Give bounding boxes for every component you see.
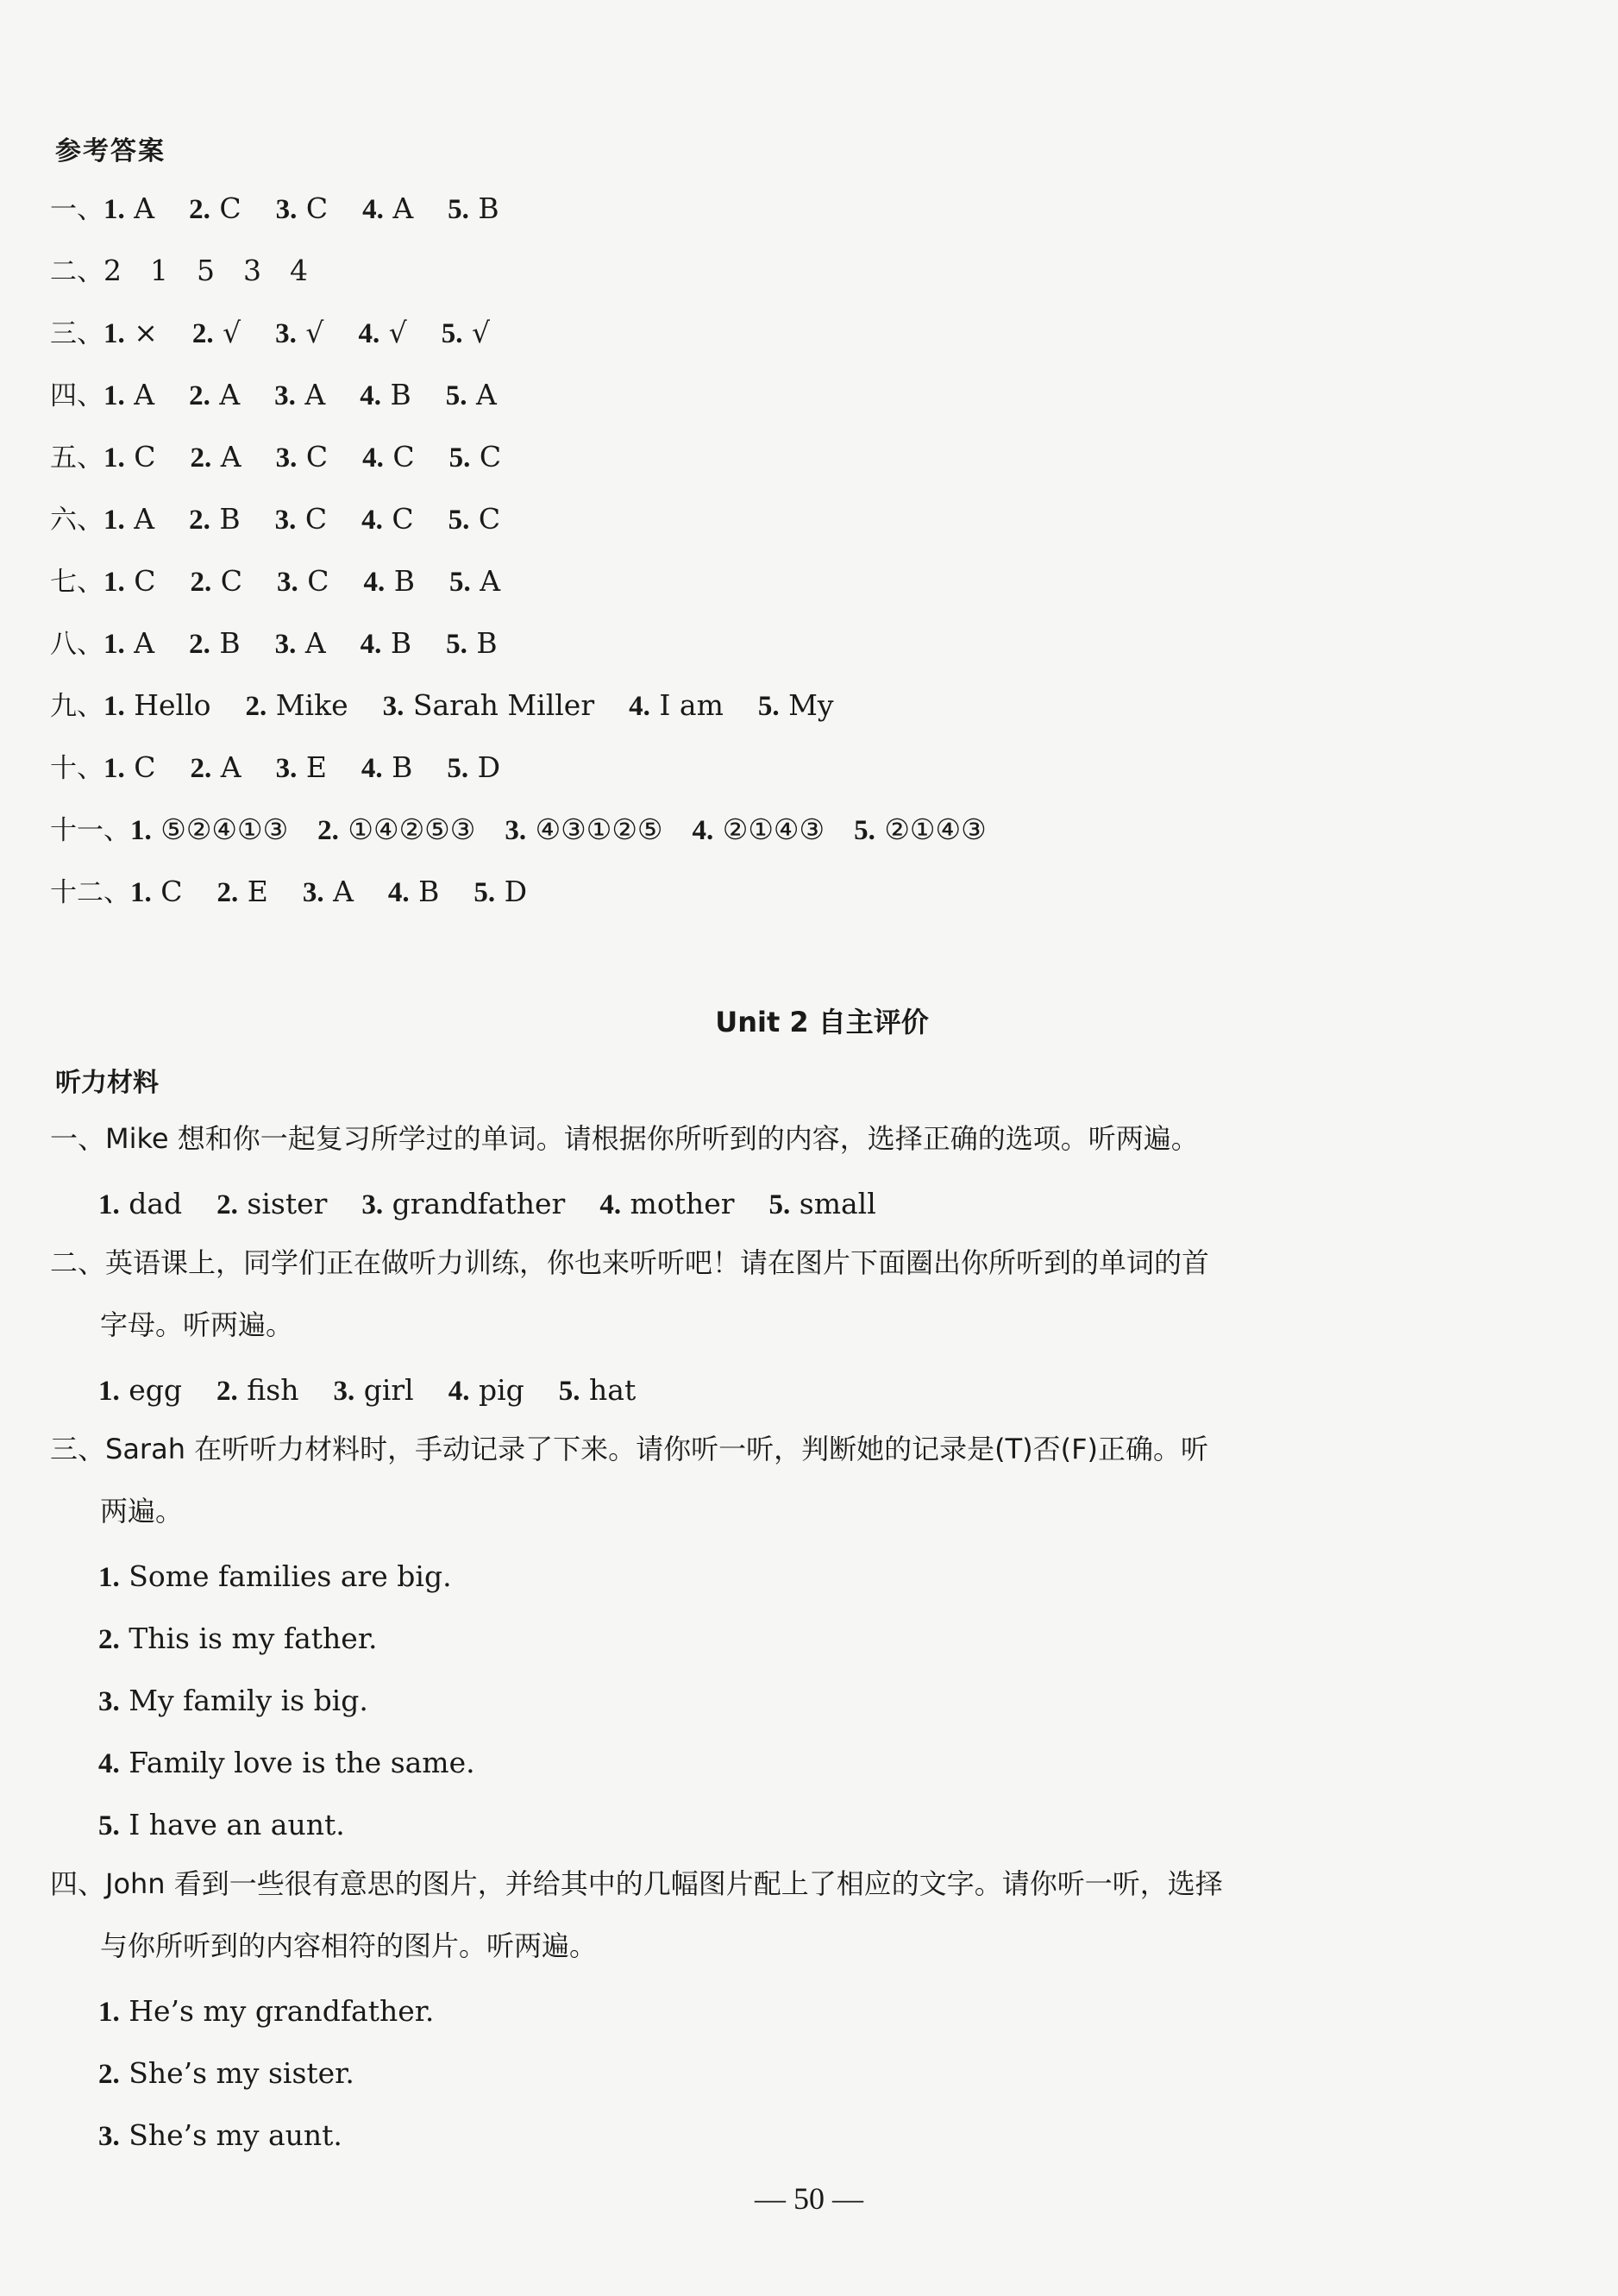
section-number: 十二、: [50, 877, 130, 908]
item-number: 5.: [448, 194, 469, 225]
item-number: 1.: [103, 753, 125, 784]
sentence-line: [98, 2118, 342, 2154]
item-number: 2.: [98, 1624, 120, 1655]
sentence-line: [98, 2056, 354, 2092]
item-number: 3.: [274, 629, 297, 660]
item-answer: C: [297, 191, 329, 225]
item-number: 3.: [302, 877, 324, 908]
listening-material-label: 听力材料: [55, 1068, 159, 1098]
section-number: 五、: [50, 442, 103, 474]
item-answer: C: [297, 440, 329, 474]
item-number: 2.: [190, 442, 212, 474]
item-answer: C: [151, 875, 183, 908]
item-number: 4.: [361, 753, 383, 784]
item-answer: D: [468, 750, 501, 784]
item-answer: Mike: [267, 688, 348, 722]
section-number: 十、: [50, 753, 103, 784]
item-number: 3.: [361, 1189, 384, 1220]
answer-row: [50, 875, 527, 910]
item-number: 5.: [446, 629, 467, 660]
sentence-text: This is my father.: [119, 1622, 378, 1655]
item-answer: B: [210, 502, 241, 536]
item-number: 4.: [98, 1748, 120, 1779]
item-answer: grandfather: [383, 1187, 566, 1220]
item-answer: A: [467, 378, 497, 411]
item-number: 1.: [103, 629, 125, 660]
item-answer: ⑤②④①③: [151, 812, 289, 846]
item-number: 5.: [448, 442, 471, 474]
item-answer: C: [469, 502, 501, 536]
sentence-line: [98, 1808, 345, 1843]
item-answer: mother: [621, 1187, 735, 1220]
item-number: 4.: [387, 877, 410, 908]
item-answer: egg: [119, 1373, 183, 1407]
item-number: 5.: [558, 1376, 580, 1407]
item-answer: A: [124, 502, 155, 536]
item-answer: C: [211, 564, 242, 598]
item-answer: √: [379, 316, 407, 349]
item-answer: I am: [649, 688, 724, 722]
item-number: 3.: [98, 1686, 120, 1717]
item-number: 2.: [190, 567, 212, 598]
item-number: 3.: [274, 380, 296, 411]
item-number: 4.: [692, 815, 714, 846]
item-number: 4.: [363, 567, 386, 598]
answer-row: [50, 316, 490, 351]
answer-row: [50, 440, 501, 475]
q1-word-list: [98, 1187, 876, 1222]
sentence-text: My family is big.: [119, 1684, 368, 1717]
item-number: 5.: [768, 1189, 791, 1220]
item-number: 1.: [98, 1376, 120, 1407]
item-answer: A: [124, 191, 155, 225]
item-number: 1.: [103, 691, 125, 722]
item-answer: girl: [354, 1373, 414, 1407]
section-number: 二、: [50, 256, 103, 287]
item-number: 1.: [103, 194, 125, 225]
sentence-text: She’s my sister.: [119, 2056, 354, 2090]
answer-sequence: 2 1 5 3 4: [103, 254, 308, 287]
item-answer: My: [779, 688, 834, 722]
q3-instruction-line2: 两遍。: [100, 1495, 184, 1528]
sentence-line: [98, 1994, 434, 2029]
section-number: 八、: [50, 629, 103, 660]
item-answer: C: [382, 502, 414, 536]
item-number: 1.: [103, 505, 125, 536]
item-number: 4.: [599, 1189, 622, 1220]
item-answer: √: [213, 316, 241, 349]
item-number: 3.: [277, 567, 298, 598]
item-number: 2.: [190, 753, 212, 784]
section-number: 三、: [50, 318, 103, 349]
item-number: 2.: [216, 1376, 238, 1407]
answer-row: [50, 750, 500, 786]
item-number: 3.: [275, 753, 298, 784]
item-number: 4.: [360, 380, 381, 411]
section-number: 七、: [50, 567, 103, 598]
page-number: — 50 —: [755, 2181, 863, 2216]
item-answer: C: [124, 750, 156, 784]
sentence-text: She’s my aunt.: [119, 2118, 342, 2152]
section-number: 六、: [50, 505, 103, 536]
item-answer: √: [296, 316, 324, 349]
item-number: 5.: [448, 505, 470, 536]
sentence-line: [98, 1559, 452, 1595]
answer-row: [50, 502, 500, 537]
item-answer: ④③①②⑤: [526, 812, 663, 846]
item-answer: ②①④③: [875, 812, 987, 846]
item-number: 5.: [98, 1810, 120, 1841]
sentence-line: [98, 1746, 475, 1781]
item-number: 5.: [441, 318, 463, 349]
item-number: 4.: [362, 442, 384, 474]
section-number: 九、: [50, 691, 103, 722]
item-number: 3.: [275, 318, 297, 349]
answer-row: [50, 626, 498, 662]
item-number: 5.: [447, 753, 469, 784]
item-answer: E: [238, 875, 268, 908]
item-number: 5.: [757, 691, 780, 722]
item-number: 4.: [362, 194, 384, 225]
item-number: 4.: [629, 691, 650, 722]
sentence-line: [98, 1684, 368, 1719]
unit-title: Unit 2 自主评价: [715, 1006, 929, 1038]
item-answer: C: [124, 564, 156, 598]
item-answer: sister: [237, 1187, 328, 1220]
q1-instruction: 一、Mike 想和你一起复习所学过的单词。请根据你所听到的内容，选择正确的选项。听两遍。: [50, 1122, 1199, 1155]
item-number: 5.: [854, 815, 875, 846]
section-number: 四、: [50, 380, 103, 411]
item-number: 2.: [189, 629, 210, 660]
q3-instruction-line1: 三、Sarah 在听听力材料时，手动记录了下来。请你听一听，判断她的记录是(T)否(F)正确。听: [50, 1433, 1209, 1465]
answer-row: [50, 688, 834, 724]
item-number: 2.: [189, 505, 210, 536]
answers-heading: 参考答案: [55, 136, 166, 166]
item-answer: Sarah Miller: [404, 688, 595, 722]
item-number: 1.: [103, 318, 125, 349]
item-answer: A: [211, 750, 241, 784]
item-answer: pig: [469, 1373, 524, 1407]
section-number: 一、: [50, 194, 103, 225]
sentence-text: Family love is the same.: [119, 1746, 475, 1779]
item-answer: √: [462, 316, 491, 349]
item-number: 3.: [333, 1376, 355, 1407]
item-number: 3.: [275, 442, 298, 474]
item-number: 3.: [98, 2121, 120, 2152]
item-number: 1.: [130, 815, 152, 846]
q2-instruction-line2: 字母。听两遍。: [100, 1308, 294, 1341]
item-answer: small: [790, 1187, 876, 1220]
item-answer: C: [210, 191, 241, 225]
item-number: 5.: [473, 877, 496, 908]
item-number: 1.: [103, 442, 125, 474]
answer-row: [50, 564, 500, 599]
item-answer: B: [409, 875, 440, 908]
item-number: 4.: [358, 318, 380, 349]
item-number: 3.: [505, 815, 527, 846]
answer-row: [50, 254, 308, 289]
item-number: 1.: [130, 877, 152, 908]
item-answer: B: [468, 191, 499, 225]
item-number: 1.: [98, 1562, 120, 1593]
item-answer: A: [323, 875, 354, 908]
item-answer: C: [296, 502, 328, 536]
sentence-text: He’s my grandfather.: [119, 1994, 435, 2028]
item-answer: ×: [124, 316, 158, 349]
item-number: 1.: [98, 1997, 120, 2028]
q4-instruction-line1: 四、John 看到一些很有意思的图片，并给其中的几幅图片配上了相应的文字。请你听一听，选择: [50, 1867, 1223, 1900]
item-number: 2.: [189, 194, 210, 225]
item-number: 2.: [216, 877, 239, 908]
q4-instruction-line2: 与你所听到的内容相符的图片。听两遍。: [100, 1929, 598, 1962]
item-answer: E: [297, 750, 327, 784]
item-answer: A: [470, 564, 501, 598]
item-number: 5.: [449, 567, 471, 598]
item-answer: fish: [237, 1373, 299, 1407]
item-answer: ①④②⑤③: [338, 812, 476, 846]
item-answer: C: [124, 440, 156, 474]
item-answer: Hello: [124, 688, 211, 722]
item-number: 2.: [189, 380, 210, 411]
item-answer: D: [495, 875, 528, 908]
item-answer: B: [380, 378, 411, 411]
item-number: 2.: [216, 1189, 238, 1220]
item-answer: C: [298, 564, 329, 598]
item-answer: A: [296, 626, 326, 660]
answer-row: [50, 191, 499, 227]
item-number: 4.: [360, 629, 382, 660]
item-number: 2.: [317, 815, 339, 846]
item-answer: B: [467, 626, 498, 660]
sentence-text: Some families are big.: [119, 1559, 452, 1593]
item-number: 4.: [448, 1376, 470, 1407]
item-answer: ②①④③: [713, 812, 825, 846]
item-number: 3.: [275, 194, 298, 225]
answer-row: [50, 378, 497, 413]
item-answer: dad: [119, 1187, 183, 1220]
item-number: 2.: [245, 691, 267, 722]
item-answer: C: [470, 440, 502, 474]
item-answer: B: [210, 626, 241, 660]
item-number: 5.: [445, 380, 467, 411]
item-answer: A: [210, 378, 241, 411]
item-number: 1.: [103, 380, 125, 411]
item-number: 3.: [274, 505, 297, 536]
section-number: 十一、: [50, 815, 130, 846]
q2-instruction-line1: 二、英语课上，同学们正在做听力训练，你也来听听吧！请在图片下面圈出你所听到的单词的首: [50, 1246, 1210, 1279]
item-answer: A: [124, 626, 155, 660]
item-number: 2.: [98, 2059, 120, 2090]
item-number: 3.: [382, 691, 404, 722]
item-answer: A: [124, 378, 155, 411]
item-answer: B: [381, 626, 412, 660]
item-answer: A: [383, 191, 414, 225]
item-answer: A: [211, 440, 241, 474]
item-number: 2.: [191, 318, 214, 349]
sentence-text: I have an aunt.: [119, 1808, 345, 1841]
item-number: 4.: [361, 505, 383, 536]
item-answer: B: [382, 750, 413, 784]
item-answer: hat: [580, 1373, 637, 1407]
sentence-line: [98, 1622, 377, 1657]
item-number: 1.: [98, 1189, 120, 1220]
item-answer: B: [385, 564, 415, 598]
item-answer: C: [383, 440, 415, 474]
item-number: 1.: [103, 567, 125, 598]
answer-row: [50, 812, 987, 848]
q2-word-list: [98, 1373, 636, 1408]
item-answer: A: [295, 378, 326, 411]
